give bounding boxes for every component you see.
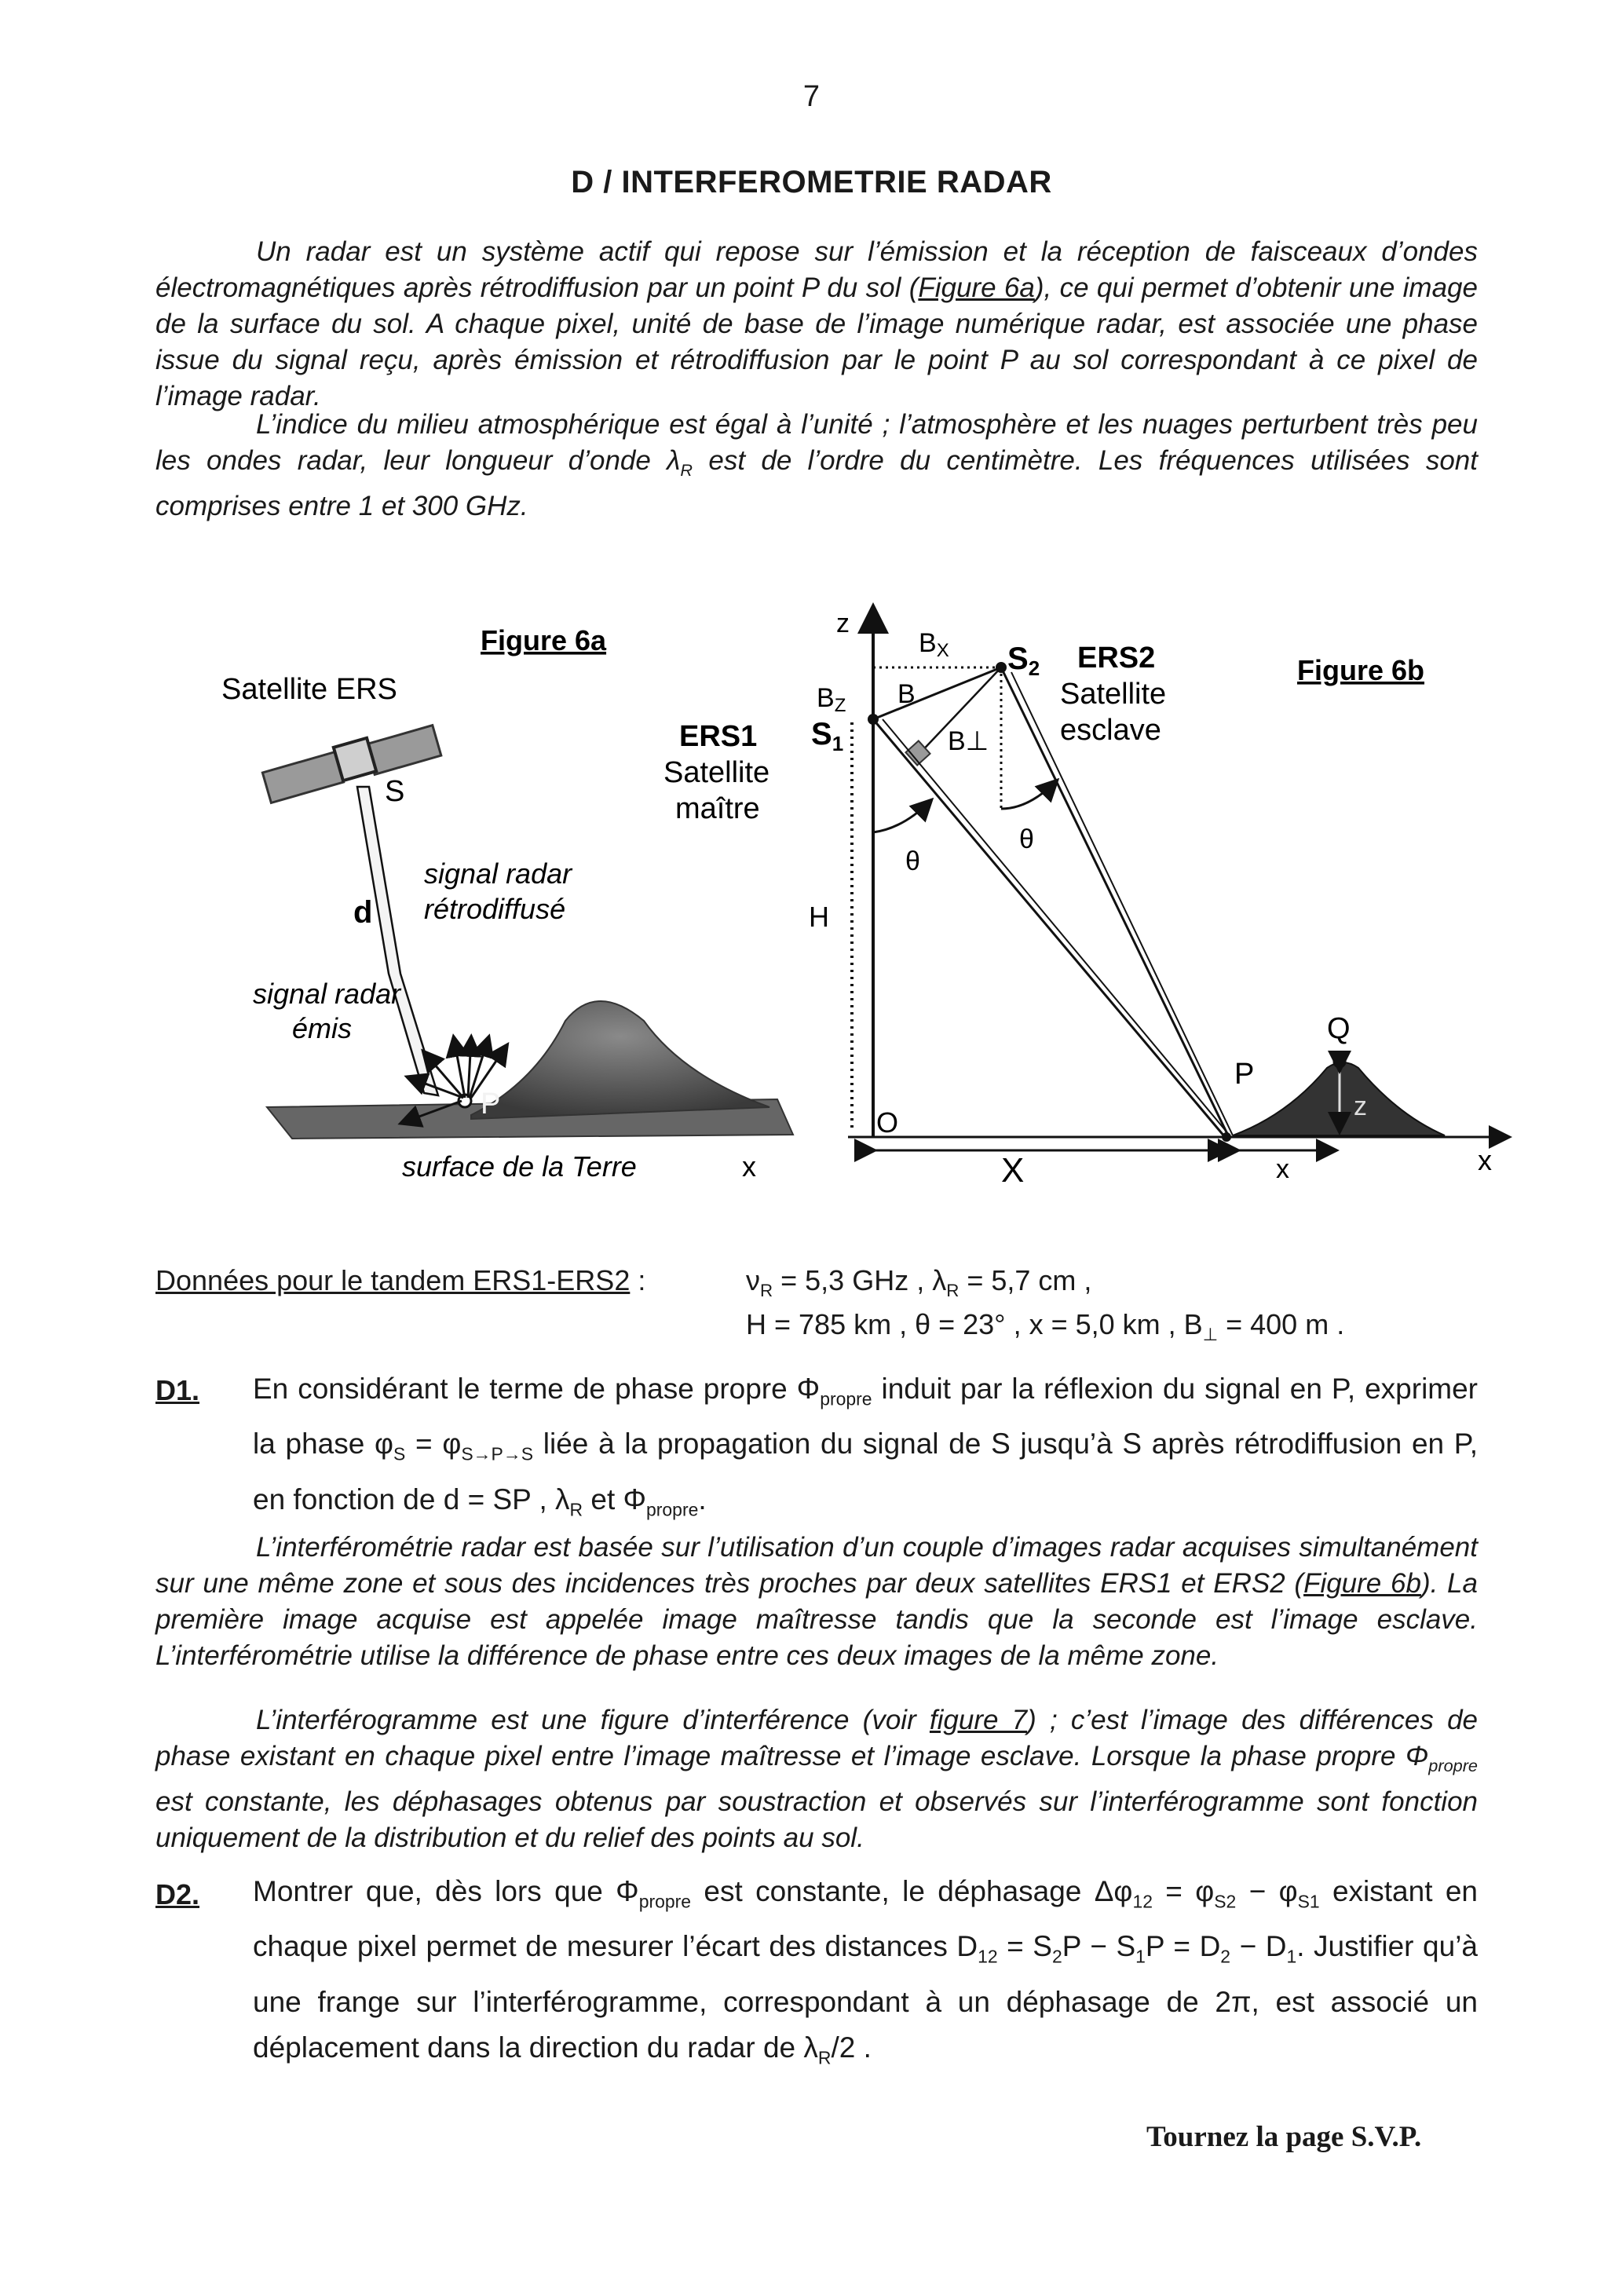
figure-6 bbox=[0, 597, 1623, 1194]
S2-label: $S_2$ bbox=[1007, 642, 1040, 680]
intro-paragraph-2: L’indice du milieu atmosphérique est égal à l’unité ; l’atmosphère et les nuages perturbent très peu les ondes radar, leur longueur d’onde $\lambda_R$ est de l’ordre du centimètre. Les fréquences utilisées sont comprises entre 1 et 300 GHz. bbox=[155, 409, 1478, 521]
theta-arc-2 bbox=[1001, 781, 1056, 809]
figure-6a-reference: Figure 6a bbox=[918, 272, 1035, 303]
section-title: D / INTERFEROMETRIE RADAR bbox=[571, 165, 1052, 199]
theta-label-1: θ bbox=[905, 846, 920, 876]
question-D2-text: Montrer que, dès lors que $\Phi_{propre}$ est constante, le déphasage $\Delta\varphi_{12} = \varphi_{S2} - \varphi_{S1}$ existant en chaque pixel permet de mesurer l’écart des distances $D_{12} = S_2P - S_1P = D_2 - D_1$. Justifier qu’à une frange sur l’interférogramme, correspondant à un déphasage de 2π, est associé un déplacement dans la direction du radar de $\lambda_R/2$ . bbox=[253, 1875, 1478, 2068]
satellite-ers-label: Satellite ERS bbox=[221, 673, 397, 706]
P-label-6b: P bbox=[1234, 1058, 1255, 1091]
signal-retro-1: signal radar bbox=[424, 857, 572, 890]
z-height-label: z bbox=[1354, 1091, 1367, 1121]
label-P-6a: P bbox=[481, 1088, 501, 1121]
Q-marker bbox=[1334, 1056, 1345, 1067]
figure-6b-reference: Figure 6b bbox=[1303, 1568, 1421, 1599]
origin-label: O bbox=[876, 1106, 899, 1139]
H-label: H bbox=[809, 901, 829, 933]
z-axis-label: z bbox=[836, 609, 850, 638]
S1P-line bbox=[873, 719, 1225, 1137]
ERS2-line2: esclave bbox=[1060, 714, 1161, 747]
X-label: X bbox=[1001, 1151, 1025, 1190]
donnees-line-2: H = 785 km , θ = 23° , x = 5,0 km , $B_\perp = 400$ m . bbox=[746, 1308, 1345, 1345]
x-label-6a: x bbox=[742, 1150, 756, 1183]
x-axis-label: x bbox=[1478, 1144, 1492, 1176]
figure-6b bbox=[663, 609, 1508, 1190]
satellite-icon bbox=[262, 726, 440, 803]
ERS1-line1: Satellite bbox=[663, 756, 770, 789]
ERS1-label: ERS1 bbox=[679, 720, 758, 753]
S1-label: $S_1$ bbox=[811, 717, 844, 755]
Bx-label: BX bbox=[919, 628, 949, 661]
ERS1-line2: maître bbox=[675, 792, 760, 825]
ERS2-line1: Satellite bbox=[1060, 678, 1167, 711]
terrain-hill bbox=[471, 1001, 769, 1119]
Q-label: Q bbox=[1327, 1012, 1351, 1045]
figure-6a bbox=[221, 624, 793, 1183]
theta-label-2: θ bbox=[1019, 824, 1034, 854]
label-d: d bbox=[353, 895, 373, 930]
donnees-label: Données pour le tandem ERS1-ERS2 : bbox=[155, 1264, 646, 1296]
x-small-label: x bbox=[1276, 1154, 1289, 1184]
interfero-paragraph-1: L’interférométrie radar est basée sur l’utilisation d’un couple d’images radar acquises simultanément sur une même zone et sous des incidences très proches par deux satellites ERS1 et ERS2 (Figure 6b). La première image acquise est appelée image maîtresse tandis que la seconde est l’image esclave. L’interférométrie utilise la différence de phase entre ces deux images de la même zone. bbox=[155, 1532, 1478, 1671]
Bperp-label: B⊥ bbox=[948, 726, 989, 756]
question-D1-text: En considérant le terme de phase propre $\Phi_{propre}$ induit par la réflexion du signal en P, exprimer la phase $\varphi_S = \varphi_{S\to P\to S}$ liée à la propagation du signal de S jusqu’à S après rétrodiffusion en P, en fonction de d = SP , $\lambda_R$ et $\Phi_{propre}$. bbox=[253, 1373, 1479, 1520]
Bz-label: BZ bbox=[817, 683, 846, 716]
theta-arc-1 bbox=[873, 801, 930, 832]
intro-paragraph-1: Un radar est un système actif qui repose sur l’émission et la réception de faisceaux d’ondes électromagnétiques après rétrodiffusion par un point P du sol (Figure 6a), ce qui permet d’obtenir une image de la surface du sol. A chaque pixel, unité de base de l’image numérique radar, est associée une phase issue du signal reçu, après émission et rétrodiffusion par le point P au sol correspondant à ce pixel de l’image radar. bbox=[155, 236, 1478, 411]
figure-6b-title: Figure 6b bbox=[1297, 654, 1425, 686]
figure-6a-title: Figure 6a bbox=[481, 624, 607, 656]
B-label: B bbox=[897, 679, 916, 709]
question-D2-label: D2. bbox=[155, 1878, 200, 1910]
donnees-line-1: $\nu_R = 5,3$ GHz , $\lambda_R = 5,7$ cm , bbox=[746, 1264, 1092, 1301]
figure-7-reference: figure 7 bbox=[929, 1705, 1028, 1735]
ERS2-label: ERS2 bbox=[1077, 642, 1156, 675]
question-D1-label: D1. bbox=[155, 1374, 200, 1406]
signal-retro-2: rétrodiffusé bbox=[424, 893, 566, 925]
signal-emis-2: émis bbox=[292, 1012, 353, 1044]
surface-label: surface de la Terre bbox=[402, 1150, 637, 1183]
label-S: S bbox=[385, 775, 405, 808]
signal-emis-1: signal radar bbox=[253, 978, 401, 1010]
interfero-paragraph-2: L’interférogramme est une figure d’interférence (voir figure 7) ; c’est l’image des différences de phase existant en chaque pixel entre l’image maîtresse et l’image esclave. Lorsque la phase propre $\Phi_{propre}$ est constante, les déphasages obtenus par soustraction et observés sur l’interférogramme sont fonction uniquement de la distribution et du relief des points au sol. bbox=[155, 1705, 1479, 1853]
radar-beam bbox=[357, 787, 438, 1095]
footer-turn-page: Tournez la page S.V.P. bbox=[1146, 2121, 1422, 2153]
baseline-B bbox=[873, 667, 1001, 719]
P-marker-6b bbox=[1222, 1132, 1231, 1142]
page-number: 7 bbox=[802, 80, 821, 113]
